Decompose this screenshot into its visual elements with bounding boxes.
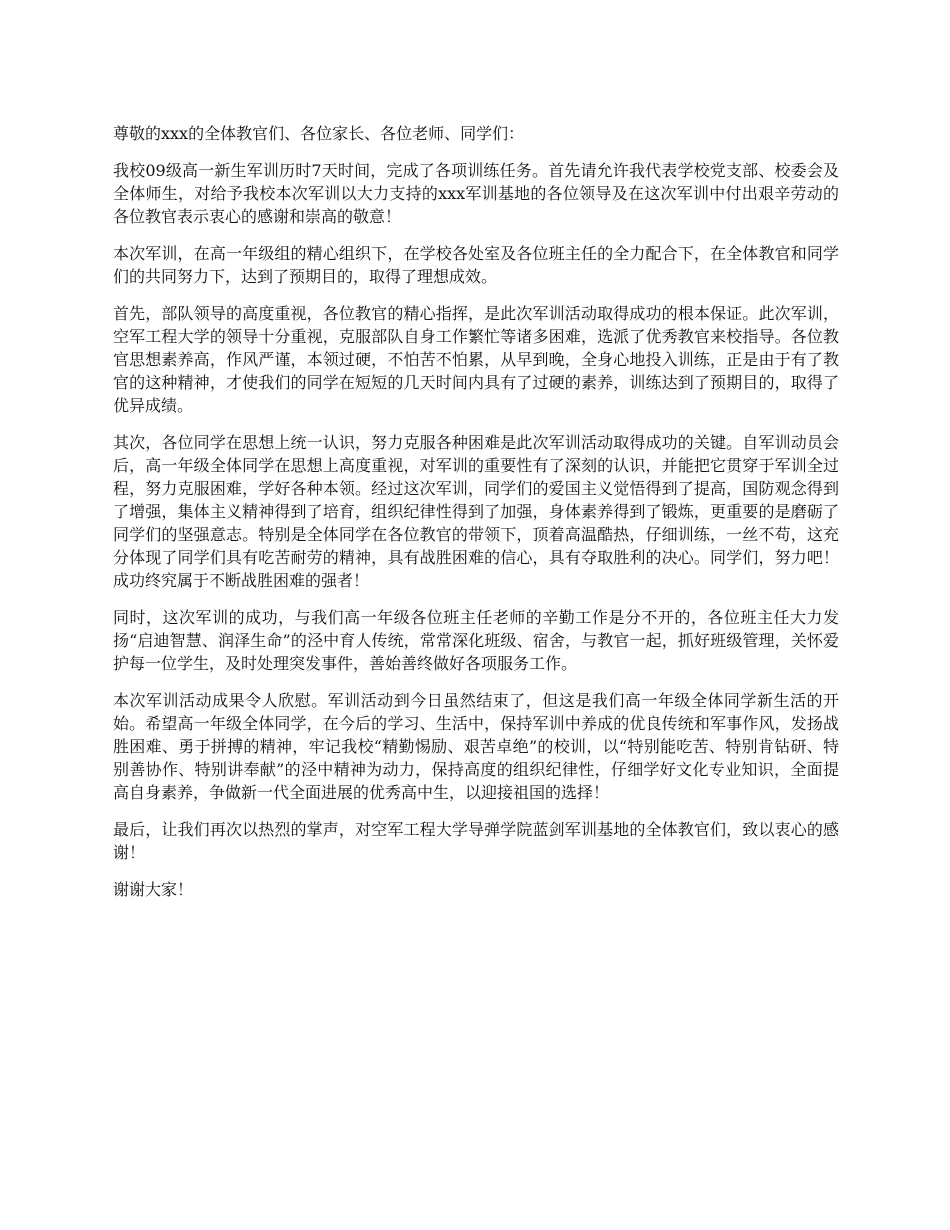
sign-off: 谢谢大家！ (113, 880, 194, 899)
paragraph-first-point: 首先，部队领导的高度重视，各位教官的精心指挥，是此次军训活动取得成功的根本保证。此次军训，空军工程大学的领导十分重视，克服部队自身工作繁忙等诸多困难，选派了优秀教官来校指导。各位教官思想素养高，作风严谨，本领过硬，不怕苦不怕累，从早到晚，全身心地投入训练，正是由于有了教官的这种精神，才使我们的同学在短短的几天时间内具有了过硬的素养，训练达到了预期目的，取得了优异成绩。 (113, 304, 839, 415)
paragraph-third-point: 同时，这次军训的成功，与我们高一年级各位班主任老师的辛勤工作是分不开的，各位班主任大力发扬“启迪智慧、润泽生命”的泾中育人传统，常常深化班级、宿舍，与教官一起，抓好班级管理，关怀爱护每一位学生，及时处理突发事件，善始善终做好各项服务工作。 (113, 608, 839, 673)
paragraph-second-point: 其次，各位同学在思想上统一认识，努力克服各种困难是此次军训活动取得成功的关键。自军训动员会后，高一年级全体同学在思想上高度重视，对军训的重要性有了深刻的认识，并能把它贯穿于军训全过程，努力克服困难，学好各种本领。经过这次军训，同学们的爱国主义觉悟得到了提高，国防观念得到了增强，集体主义精神得到了培育，组织纪律性得到了加强，身体素养得到了锻炼，更重要的是磨砺了同学们的坚强意志。特别是全体同学在各位教官的带领下，顶着高温酷热，仔细训练，一丝不苟，这充分体现了同学们具有吃苦耐劳的精神，具有战胜困难的信心，具有夺取胜利的决心。同学们，努力吧！成功终究属于不断战胜困难的强者！ (113, 433, 839, 590)
paragraph-opening: 我校09级高一新生军训历时7天时间，完成了各项训练任务。首先请允许我代表学校党支部、校委会及全体师生，对给予我校本次军训以大力支持的xxx军训基地的各位领导及在这次军训中付出艰辛劳动的各位教官表示衷心的感谢和崇高的敬意！ (113, 161, 839, 226)
salutation: 尊敬的xxx的全体教官们、各位家长、各位老师、同学们： (113, 124, 525, 143)
paragraph-outlook: 本次军训活动成果令人欣慰。军训活动到今日虽然结束了，但这是我们高一年级全体同学新生活的开始。希望高一年级全体同学，在今后的学习、生活中，保持军训中养成的优良传统和军事作风，发扬战胜困难、勇于拼搏的精神，牢记我校“精勤惕励、艰苦卓绝”的校训，以“特别能吃苦、特别肯钻研、特别善协作、特别讲奉献”的泾中精神为动力，保持高度的组织纪律性，仔细学好文化专业知识，全面提高自身素养，争做新一代全面进展的优秀高中生，以迎接祖国的选择！ (113, 691, 839, 802)
paragraph-summary: 本次军训，在高一年级组的精心组织下，在学校各处室及各位班主任的全力配合下，在全体教官和同学们的共同努力下，达到了预期目的，取得了理想成效。 (113, 244, 839, 286)
document-page (113, 122, 839, 915)
paragraph-closing: 最后，让我们再次以热烈的掌声，对空军工程大学导弹学院蓝剑军训基地的全体教官们，致以衷心的感谢！ (113, 820, 839, 862)
